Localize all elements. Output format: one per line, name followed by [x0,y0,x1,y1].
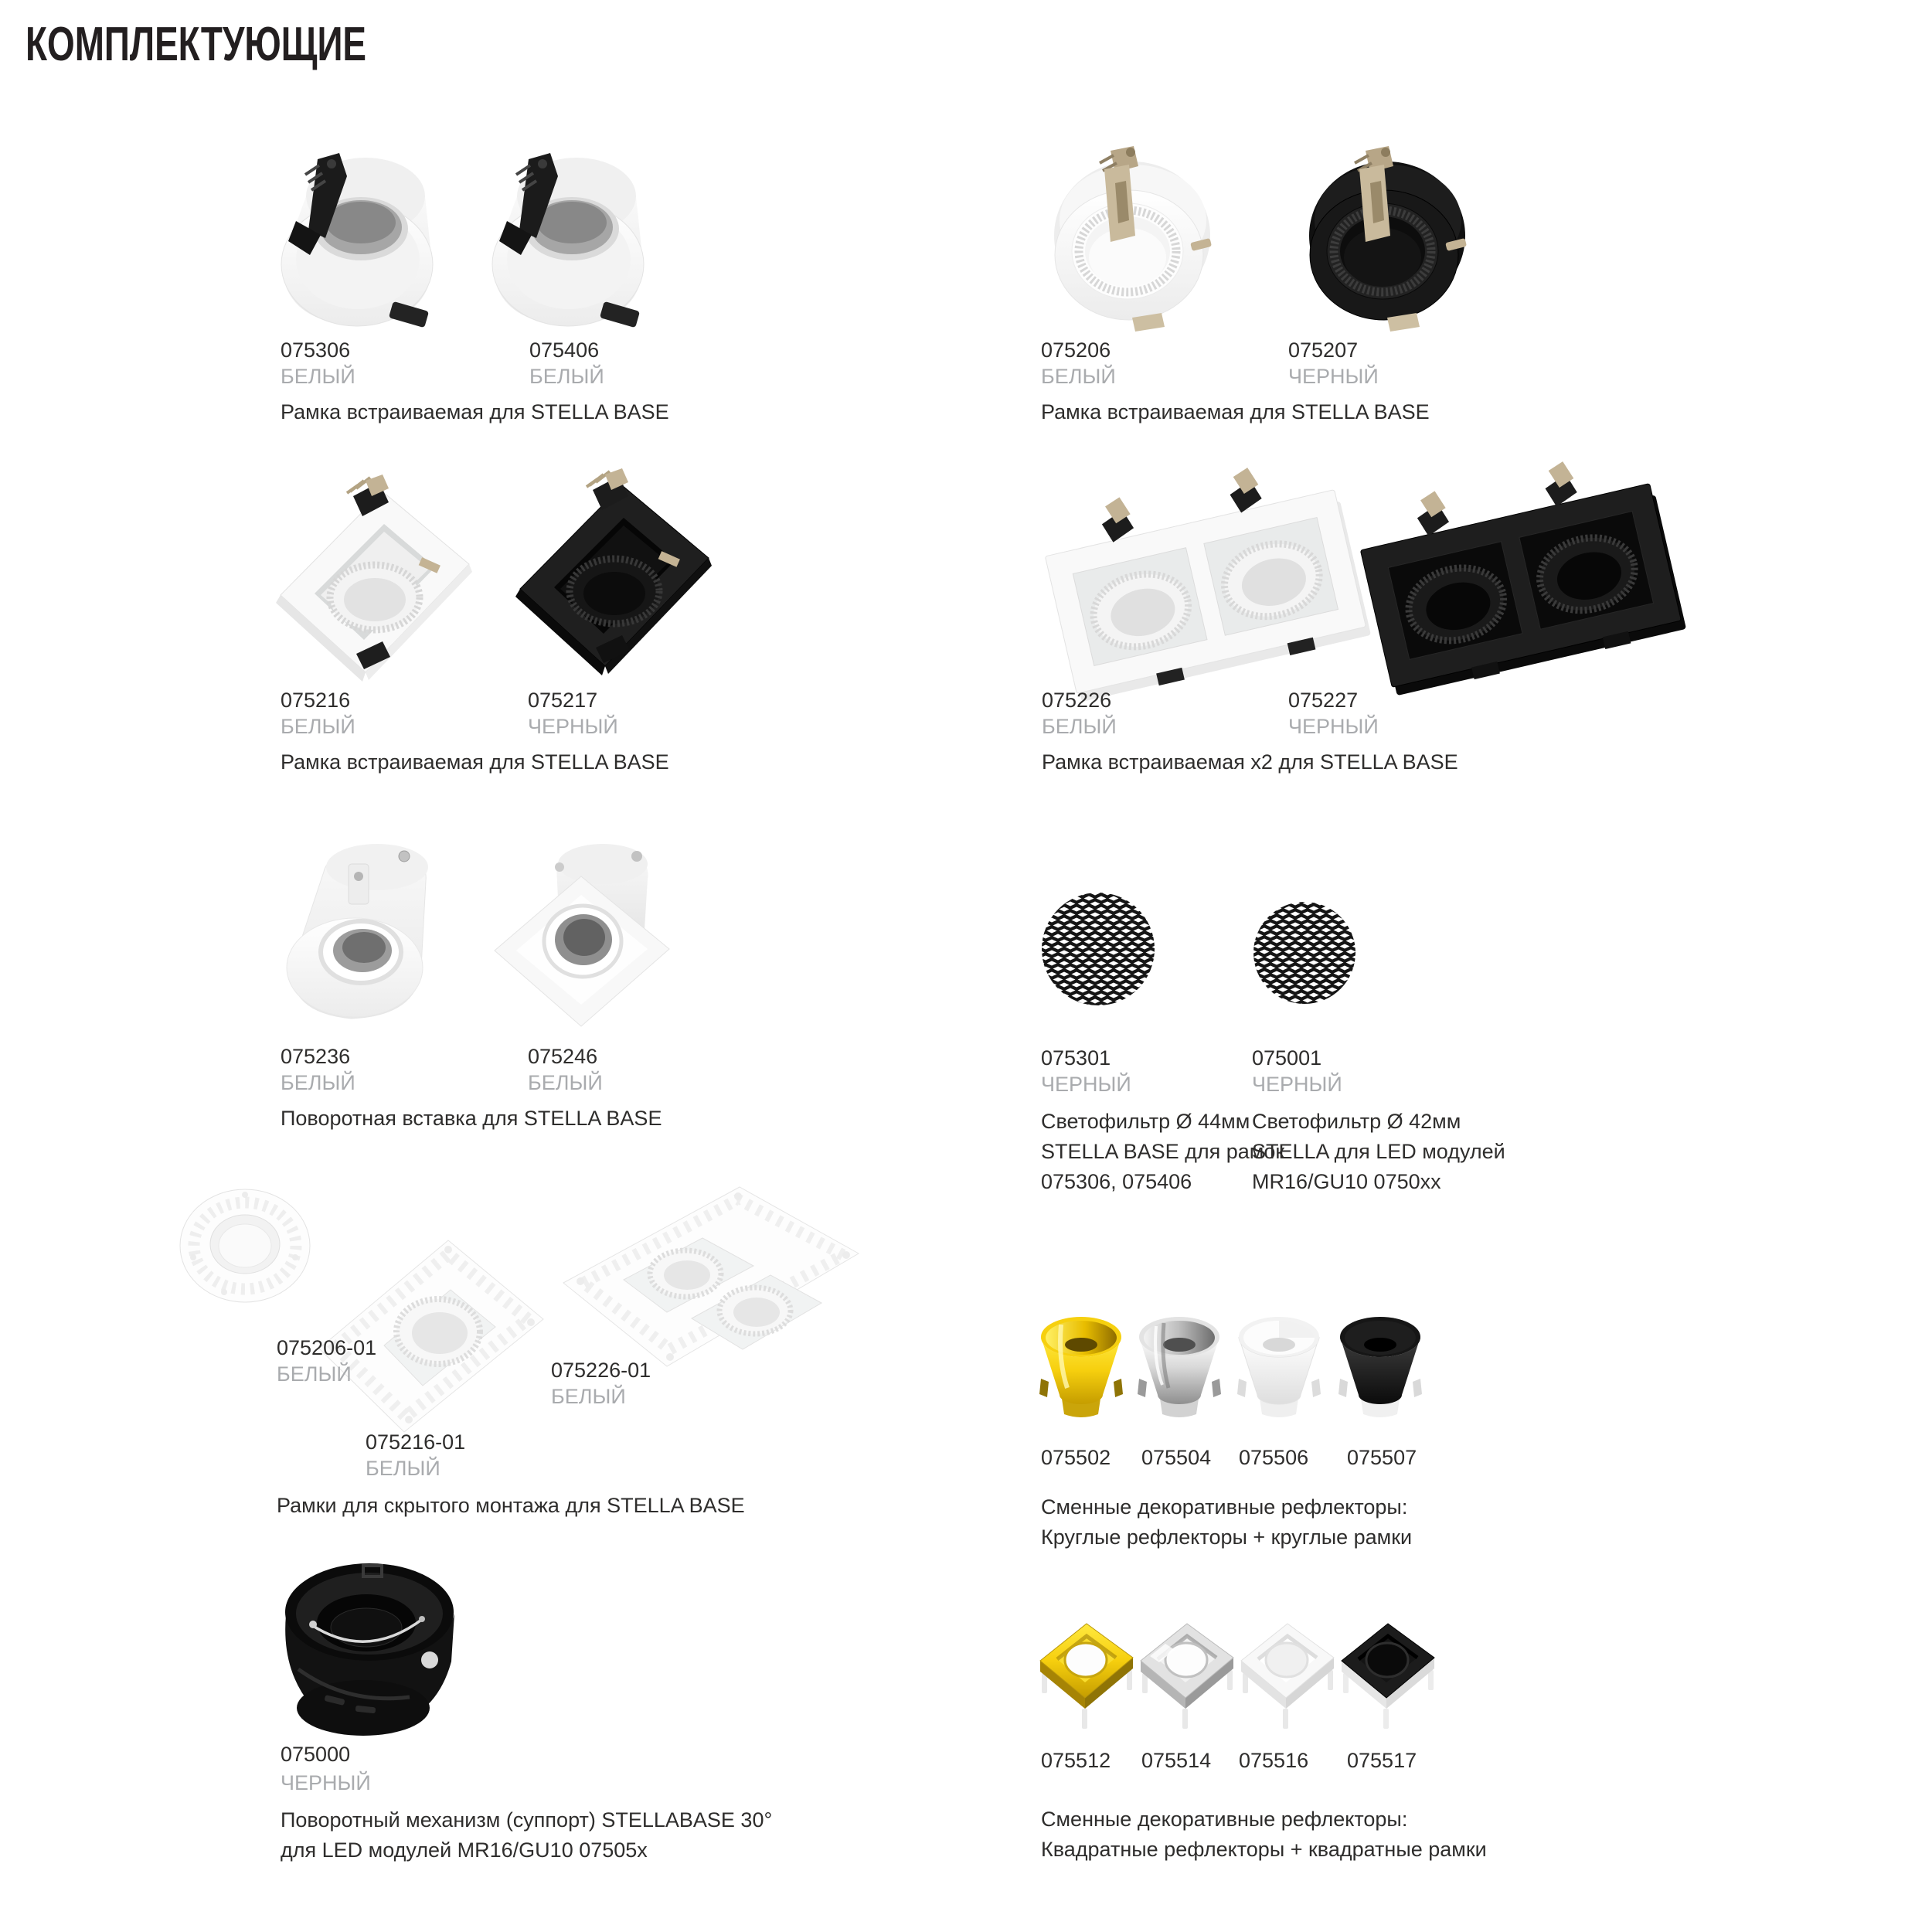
color-label: ЧЕРНЫЙ [528,715,618,738]
color-label: БЕЛЫЙ [1041,365,1116,388]
product-image-075506-white-reflector [1234,1314,1324,1420]
code-075001: 075001 [1252,1046,1322,1070]
product-image-075206-01 [178,1184,313,1311]
code-075502: 075502 [1041,1446,1111,1469]
code-075516: 075516 [1239,1749,1309,1772]
color-label: БЕЛЫЙ [1042,715,1117,738]
description-line: MR16/GU10 0750xx [1252,1170,1441,1193]
product-image-075216 [267,470,479,690]
product-image-075406 [485,147,651,332]
product-image-075512-gold-square [1034,1611,1138,1731]
color-label: БЕЛЫЙ [366,1457,440,1480]
product-image-075216-01 [305,1209,553,1441]
color-label: БЕЛЫЙ [281,715,355,738]
code-075207: 075207 [1288,338,1359,362]
product-image-075502-gold-reflector [1038,1314,1124,1420]
color-label: БЕЛЫЙ [277,1362,352,1386]
product-description: Рамка встраиваемая x2 для STELLA BASE [1042,750,1458,774]
description-line: Светофильтр Ø 44мм [1041,1110,1250,1133]
code-075226-01: 075226-01 [551,1359,651,1382]
product-image-075226 [1043,462,1368,694]
description-line: STELLA для LED модулей [1252,1140,1505,1163]
product-image-075246 [485,836,679,1029]
product-image-075306 [274,147,440,332]
color-label: БЕЛЫЙ [529,365,604,388]
code-075246: 075246 [528,1045,598,1068]
product-description: Поворотная вставка для STELLA BASE [281,1107,662,1130]
product-description: Рамки для скрытого монтажа для STELLA BASE [277,1494,745,1517]
code-075306: 075306 [281,338,351,362]
product-description [1041,1492,1412,1553]
page-title: КОМПЛЕКТУЮЩИЕ [26,18,367,71]
code-075504: 075504 [1141,1446,1212,1469]
code-075506: 075506 [1239,1446,1309,1469]
color-label: ЧЕРНЫЙ [281,1771,371,1794]
code-075216: 075216 [281,689,351,712]
code-075507: 075507 [1347,1446,1417,1469]
product-description: Рамка встраиваемая для STELLA BASE [281,400,669,423]
color-label: БЕЛЫЙ [551,1385,626,1408]
product-image-075227 [1359,456,1683,688]
product-image-075514-chrome-square [1134,1611,1239,1731]
product-description [281,1805,772,1866]
code-075406: 075406 [529,338,600,362]
color-label: ЧЕРНЫЙ [1288,715,1379,738]
color-label: БЕЛЫЙ [281,365,355,388]
product-image-075236 [274,836,448,1029]
product-image-075207 [1294,143,1476,336]
description-line: Сменные декоративные рефлекторы: [1041,1808,1408,1831]
product-image-075516-white-square [1235,1611,1339,1731]
code-075227: 075227 [1288,689,1359,712]
product-description [1041,1107,1284,1197]
product-description [1252,1107,1505,1197]
code-075236: 075236 [281,1045,351,1068]
product-description: Рамка встраиваемая для STELLA BASE [281,750,669,774]
product-image-075206 [1039,143,1221,336]
description-line: Круглые рефлекторы + круглые рамки [1041,1526,1413,1549]
code-075216-01: 075216-01 [366,1430,466,1454]
color-label: ЧЕРНЫЙ [1252,1073,1342,1096]
code-075514: 075514 [1141,1749,1212,1772]
product-image-075217 [506,464,719,684]
product-image-075001 [1252,900,1357,1005]
product-image-075517-black-square [1335,1611,1440,1731]
product-image-075000 [270,1553,471,1743]
code-075206-01: 075206-01 [277,1336,377,1359]
code-075301: 075301 [1041,1046,1111,1070]
code-075217: 075217 [528,689,598,712]
description-line: STELLA BASE для рамок [1041,1140,1285,1163]
color-label: ЧЕРНЫЙ [1041,1073,1131,1096]
product-description [1041,1804,1487,1865]
description-line: Поворотный механизм (суппорт) STELLABASE 30° [281,1808,773,1832]
description-line: Сменные декоративные рефлекторы: [1041,1495,1408,1519]
product-image-075504-chrome-reflector [1136,1314,1223,1420]
color-label: ЧЕРНЫЙ [1288,365,1379,388]
code-075512: 075512 [1041,1749,1111,1772]
color-label: БЕЛЫЙ [528,1071,603,1094]
product-image-075301 [1039,890,1157,1008]
code-075517: 075517 [1347,1749,1417,1772]
description-line: Квадратные рефлекторы + квадратные рамки [1041,1838,1487,1861]
product-image-075507-black-reflector [1337,1314,1423,1420]
description-line: 075306, 075406 [1041,1170,1192,1193]
code-075226: 075226 [1042,689,1112,712]
code-075206: 075206 [1041,338,1111,362]
color-label: БЕЛЫЙ [281,1071,355,1094]
description-line: Светофильтр Ø 42мм [1252,1110,1461,1133]
description-line: для LED модулей MR16/GU10 07505x [281,1838,648,1862]
code-075000: 075000 [281,1743,351,1766]
product-description: Рамка встраиваемая для STELLA BASE [1041,400,1430,423]
